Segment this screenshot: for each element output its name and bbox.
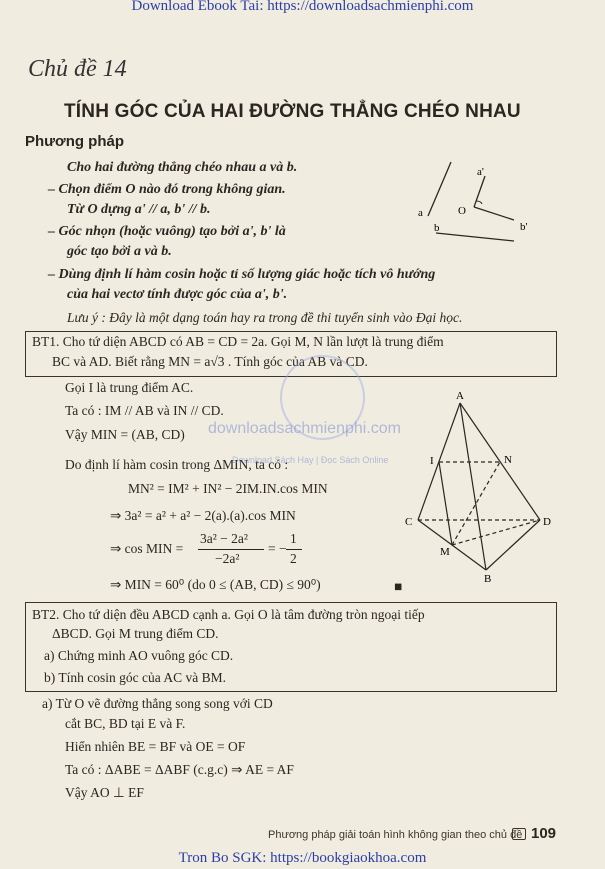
page-title: TÍNH GÓC CỦA HAI ĐƯỜNG THẲNG CHÉO NHAU	[64, 101, 521, 122]
exercise-2-item-b: b) Tính cosin góc của AC và BM.	[44, 670, 226, 685]
exercise-2-item-a: a) Chứng minh AO vuông góc CD.	[44, 648, 234, 663]
edge-ad	[460, 403, 540, 520]
header-download-link[interactable]: Download Ebook Tai: https://downloadsachmienphi.com	[131, 0, 474, 14]
half-numerator: 1	[290, 531, 297, 546]
note-text: Lưu ý : Đây là một dạng toán hay ra trong đề thi tuyển sinh vào Đại học.	[67, 310, 463, 325]
line-a	[428, 162, 451, 216]
page-footer-text: Phương pháp giải toán hình không gian theo chủ đề	[268, 829, 523, 841]
fraction-bar	[198, 549, 264, 550]
label-N: N	[504, 454, 512, 466]
solution-1-line: MN² = IM² + IN² − 2IM.IN.cos MIN	[128, 481, 328, 496]
exercise-1-line1: BT1. Cho tứ diện ABCD có AB = CD = 2a. Gọi M, N lần lượt là trung điểm	[32, 334, 444, 349]
solution-2-line: a) Từ O vẽ đường thẳng song song với CD	[42, 696, 273, 711]
label-D: D	[543, 516, 551, 528]
solution-2-line: Ta có : ΔABE = ΔABF (c.g.c) ⇒ AE = AF	[65, 762, 294, 777]
solution-1-line: Ta có : IM // AB và IN // CD.	[65, 403, 224, 418]
solution-1-result: ⇒ MIN = 60⁰ (do 0 ≤ (AB, CD) ≤ 90⁰)	[110, 577, 321, 592]
end-mark: ■	[394, 579, 403, 594]
chapter-label: Chủ đề 14	[28, 56, 127, 82]
label-b-prime: b'	[520, 221, 528, 233]
watermark-subtext: Download Sách Hay | Đọc Sách Online	[232, 455, 389, 465]
fraction-denominator: −2a²	[215, 551, 240, 566]
exercise-2-line2: ΔBCD. Gọi M trung điểm CD.	[52, 626, 219, 641]
solution-2-line: Hiển nhiên BE = BF và OE = OF	[65, 739, 246, 754]
line-b	[436, 233, 514, 241]
method-line: Từ O dựng a' // a, b' // b.	[67, 202, 211, 217]
label-B: B	[484, 573, 492, 585]
method-line: của hai vectơ tính được góc của a', b'.	[67, 287, 288, 302]
tetrahedron-figure	[400, 388, 560, 588]
label-C: C	[405, 516, 413, 528]
exercise-2-line1: BT2. Cho tứ diện đều ABCD cạnh a. Gọi O là tâm đường tròn ngoại tiếp	[32, 607, 425, 622]
segment-im	[439, 462, 452, 545]
solution-1-line: ⇒ cos MIN =	[110, 541, 184, 556]
method-line: – Góc nhọn (hoặc vuông) tạo bởi a', b' là	[48, 224, 286, 239]
half-bar	[286, 549, 302, 550]
label-b: b	[434, 222, 440, 234]
angle-arc	[476, 201, 482, 204]
solution-1-line: Gọi I là trung điểm AC.	[65, 380, 194, 395]
exercise-1-line2: BC và AD. Biết rằng MN = a√3 . Tính góc của AB và CD.	[52, 354, 368, 369]
watermark-text: downloadsachmienphi.com	[208, 420, 401, 437]
label-a-prime: a'	[477, 166, 484, 178]
line-b-prime	[474, 207, 514, 220]
method-line: – Dùng định lí hàm cosin hoặc tỉ số lượng giác hoặc tích vô hướng	[48, 267, 436, 282]
solution-1-line: Vậy MIN = (AB, CD)	[65, 427, 185, 442]
solution-1-line: Do định lí hàm cosin trong ΔMIN, ta có :	[65, 457, 289, 472]
label-M: M	[440, 546, 450, 558]
method-heading: Phương pháp	[25, 133, 125, 150]
edge-ab	[460, 403, 486, 570]
method-line: – Chọn điểm O nào đó trong không gian.	[48, 182, 286, 197]
method-line: góc tạo bởi a và b.	[67, 244, 172, 259]
half-denominator: 2	[290, 551, 297, 566]
equals-minus: = −	[268, 541, 287, 556]
solution-2-line: Vậy AO ⊥ EF	[65, 785, 144, 800]
exercise-2-box	[25, 602, 557, 692]
label-I: I	[430, 455, 434, 467]
solution-1-line: ⇒ 3a² = a² + a² − 2(a).(a).cos MIN	[110, 508, 296, 523]
footer-sgk-link[interactable]: Tron Bo SGK: https://bookgiaokhoa.com	[178, 850, 427, 866]
method-line: Cho hai đường thẳng chéo nhau a và b.	[67, 160, 298, 175]
label-o: O	[458, 205, 466, 217]
line-a-prime	[474, 176, 485, 207]
skew-lines-figure	[410, 158, 555, 248]
label-a: a	[418, 207, 423, 219]
label-A: A	[456, 390, 464, 402]
book-icon	[512, 828, 526, 840]
fraction-numerator: 3a² − 2a²	[200, 531, 248, 546]
page-number: 109	[531, 825, 557, 842]
solution-2-line: cắt BC, BD tại E và F.	[65, 716, 186, 731]
